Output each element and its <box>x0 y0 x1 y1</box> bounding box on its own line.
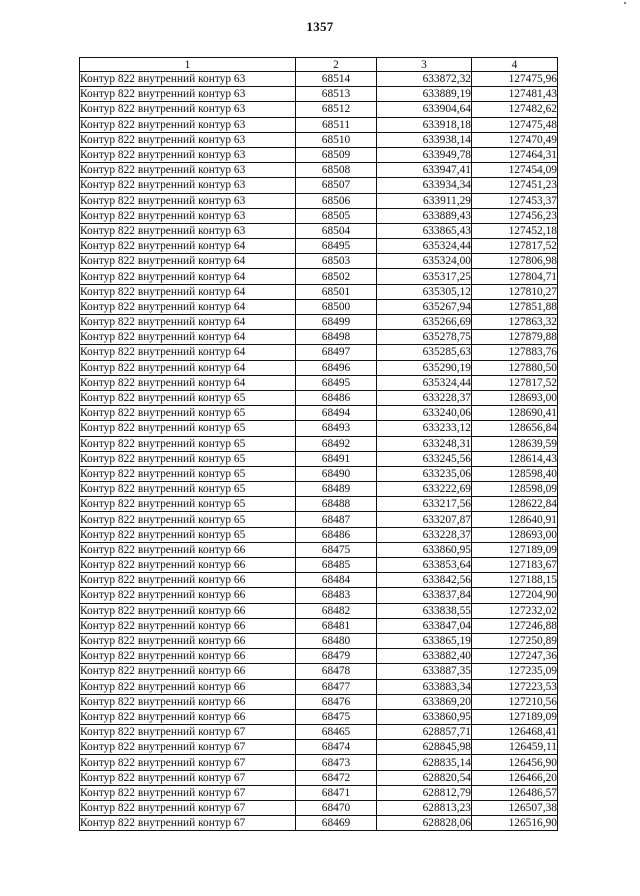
table-row <box>80 208 558 223</box>
point-number-cell: 68490 <box>296 466 377 481</box>
point-number-cell: 68483 <box>296 588 377 603</box>
y-coordinate-cell: 127189,09 <box>472 709 558 724</box>
point-number-cell: 68513 <box>296 87 377 102</box>
y-coordinate-cell: 128598,40 <box>472 466 558 481</box>
x-coordinate-cell: 633938,14 <box>377 132 472 147</box>
point-number-cell: 68471 <box>296 785 377 800</box>
y-coordinate-cell: 127851,88 <box>472 299 558 314</box>
contour-name-cell: Контур 822 внутренний контур 66 <box>80 649 296 664</box>
y-coordinate-cell: 127247,36 <box>472 649 558 664</box>
y-coordinate-cell: 128614,43 <box>472 451 558 466</box>
x-coordinate-cell: 633233,12 <box>377 421 472 436</box>
column-header: 4 <box>472 58 558 72</box>
table-row <box>80 163 558 178</box>
table-row <box>80 360 558 375</box>
point-number-cell: 68512 <box>296 102 377 117</box>
y-coordinate-cell: 128690,41 <box>472 406 558 421</box>
point-number-cell: 68502 <box>296 269 377 284</box>
x-coordinate-cell: 633918,18 <box>377 117 472 132</box>
contour-name-cell: Контур 822 внутренний контур 64 <box>80 345 296 360</box>
y-coordinate-cell: 127810,27 <box>472 284 558 299</box>
contour-name-cell: Контур 822 внутренний контур 67 <box>80 816 296 831</box>
point-number-cell: 68509 <box>296 147 377 162</box>
y-coordinate-cell: 127817,52 <box>472 375 558 390</box>
point-number-cell: 68481 <box>296 618 377 633</box>
y-coordinate-cell: 128598,09 <box>472 482 558 497</box>
contour-name-cell: Контур 822 внутренний контур 66 <box>80 542 296 557</box>
table-row <box>80 102 558 117</box>
x-coordinate-cell: 633934,34 <box>377 178 472 193</box>
table-row <box>80 223 558 238</box>
table-row <box>80 87 558 102</box>
contour-name-cell: Контур 822 внутренний контур 66 <box>80 588 296 603</box>
table-row <box>80 527 558 542</box>
point-number-cell: 68486 <box>296 390 377 405</box>
y-coordinate-cell: 126459,11 <box>472 740 558 755</box>
point-number-cell: 68488 <box>296 497 377 512</box>
contour-name-cell: Контур 822 внутренний контур 67 <box>80 755 296 770</box>
y-coordinate-cell: 126466,20 <box>472 770 558 785</box>
contour-name-cell: Контур 822 внутренний контур 64 <box>80 284 296 299</box>
y-coordinate-cell: 127452,18 <box>472 223 558 238</box>
y-coordinate-cell: 126516,90 <box>472 816 558 831</box>
table-row <box>80 770 558 785</box>
table-row <box>80 147 558 162</box>
contour-name-cell: Контур 822 внутренний контур 63 <box>80 117 296 132</box>
table-row <box>80 497 558 512</box>
point-number-cell: 68499 <box>296 315 377 330</box>
y-coordinate-cell: 127250,89 <box>472 633 558 648</box>
y-coordinate-cell: 127464,31 <box>472 147 558 162</box>
x-coordinate-cell: 633949,78 <box>377 147 472 162</box>
point-number-cell: 68496 <box>296 360 377 375</box>
table-row <box>80 740 558 755</box>
x-coordinate-cell: 628835,14 <box>377 755 472 770</box>
contour-name-cell: Контур 822 внутренний контур 66 <box>80 633 296 648</box>
coordinates-table <box>79 57 558 831</box>
x-coordinate-cell: 633217,56 <box>377 497 472 512</box>
point-number-cell: 68482 <box>296 603 377 618</box>
point-number-cell: 68469 <box>296 816 377 831</box>
x-coordinate-cell: 628820,54 <box>377 770 472 785</box>
y-coordinate-cell: 127204,90 <box>472 588 558 603</box>
table-row <box>80 603 558 618</box>
x-coordinate-cell: 628857,71 <box>377 725 472 740</box>
y-coordinate-cell: 127470,49 <box>472 132 558 147</box>
column-header: 3 <box>377 58 472 72</box>
x-coordinate-cell: 633248,31 <box>377 436 472 451</box>
point-number-cell: 68491 <box>296 451 377 466</box>
y-coordinate-cell: 127210,56 <box>472 694 558 709</box>
contour-name-cell: Контур 822 внутренний контур 63 <box>80 163 296 178</box>
table-row <box>80 542 558 557</box>
x-coordinate-cell: 628812,79 <box>377 785 472 800</box>
table-row <box>80 801 558 816</box>
x-coordinate-cell: 633240,06 <box>377 406 472 421</box>
contour-name-cell: Контур 822 внутренний контур 65 <box>80 527 296 542</box>
x-coordinate-cell: 628845,98 <box>377 740 472 755</box>
y-coordinate-cell: 128693,00 <box>472 527 558 542</box>
table-row <box>80 588 558 603</box>
x-coordinate-cell: 635317,25 <box>377 269 472 284</box>
y-coordinate-cell: 127883,76 <box>472 345 558 360</box>
table-row <box>80 679 558 694</box>
x-coordinate-cell: 635324,44 <box>377 375 472 390</box>
x-coordinate-cell: 633889,19 <box>377 87 472 102</box>
point-number-cell: 68503 <box>296 254 377 269</box>
contour-name-cell: Контур 822 внутренний контур 63 <box>80 102 296 117</box>
y-coordinate-cell: 127188,15 <box>472 573 558 588</box>
y-coordinate-cell: 128640,91 <box>472 512 558 527</box>
contour-name-cell: Контур 822 внутренний контур 67 <box>80 740 296 755</box>
y-coordinate-cell: 127246,88 <box>472 618 558 633</box>
x-coordinate-cell: 633865,43 <box>377 223 472 238</box>
contour-name-cell: Контур 822 внутренний контур 64 <box>80 269 296 284</box>
point-number-cell: 68473 <box>296 755 377 770</box>
contour-name-cell: Контур 822 внутренний контур 65 <box>80 451 296 466</box>
point-number-cell: 68500 <box>296 299 377 314</box>
contour-name-cell: Контур 822 внутренний контур 65 <box>80 390 296 405</box>
point-number-cell: 68497 <box>296 345 377 360</box>
contour-name-cell: Контур 822 внутренний контур 66 <box>80 573 296 588</box>
x-coordinate-cell: 635324,44 <box>377 239 472 254</box>
y-coordinate-cell: 127806,98 <box>472 254 558 269</box>
table-header-row <box>80 58 558 72</box>
table-row <box>80 816 558 831</box>
contour-name-cell: Контур 822 внутренний контур 66 <box>80 618 296 633</box>
point-number-cell: 68475 <box>296 709 377 724</box>
table-row <box>80 649 558 664</box>
x-coordinate-cell: 633838,55 <box>377 603 472 618</box>
contour-name-cell: Контур 822 внутренний контур 66 <box>80 679 296 694</box>
contour-name-cell: Контур 822 внутренний контур 64 <box>80 360 296 375</box>
table-row <box>80 421 558 436</box>
x-coordinate-cell: 633228,37 <box>377 527 472 542</box>
point-number-cell: 68472 <box>296 770 377 785</box>
page-number: 1357 <box>306 19 334 34</box>
y-coordinate-cell: 128639,59 <box>472 436 558 451</box>
y-coordinate-cell: 127456,23 <box>472 208 558 223</box>
table-row <box>80 451 558 466</box>
contour-name-cell: Контур 822 внутренний контур 64 <box>80 375 296 390</box>
y-coordinate-cell: 127451,23 <box>472 178 558 193</box>
point-number-cell: 68495 <box>296 375 377 390</box>
x-coordinate-cell: 633947,41 <box>377 163 472 178</box>
x-coordinate-cell: 633904,64 <box>377 102 472 117</box>
point-number-cell: 68495 <box>296 239 377 254</box>
table-row <box>80 345 558 360</box>
x-coordinate-cell: 633883,34 <box>377 679 472 694</box>
column-header: 1 <box>80 58 296 72</box>
point-number-cell: 68514 <box>296 72 377 87</box>
point-number-cell: 68498 <box>296 330 377 345</box>
table-row <box>80 284 558 299</box>
point-number-cell: 68505 <box>296 208 377 223</box>
contour-name-cell: Контур 822 внутренний контур 66 <box>80 664 296 679</box>
contour-name-cell: Контур 822 внутренний контур 64 <box>80 239 296 254</box>
x-coordinate-cell: 633882,40 <box>377 649 472 664</box>
contour-name-cell: Контур 822 внутренний контур 66 <box>80 558 296 573</box>
x-coordinate-cell: 628828,06 <box>377 816 472 831</box>
point-number-cell: 68492 <box>296 436 377 451</box>
contour-name-cell: Контур 822 внутренний контур 66 <box>80 694 296 709</box>
point-number-cell: 68485 <box>296 558 377 573</box>
contour-name-cell: Контур 822 внутренний контур 63 <box>80 87 296 102</box>
x-coordinate-cell: 635324,00 <box>377 254 472 269</box>
contour-name-cell: Контур 822 внутренний контур 67 <box>80 725 296 740</box>
x-coordinate-cell: 633911,29 <box>377 193 472 208</box>
y-coordinate-cell: 127482,62 <box>472 102 558 117</box>
contour-name-cell: Контур 822 внутренний контур 63 <box>80 193 296 208</box>
contour-name-cell: Контур 822 внутренний контур 66 <box>80 709 296 724</box>
point-number-cell: 68474 <box>296 740 377 755</box>
x-coordinate-cell: 633860,95 <box>377 709 472 724</box>
point-number-cell: 68504 <box>296 223 377 238</box>
x-coordinate-cell: 633235,06 <box>377 466 472 481</box>
table-row <box>80 178 558 193</box>
x-coordinate-cell: 635267,94 <box>377 299 472 314</box>
x-coordinate-cell: 635266,69 <box>377 315 472 330</box>
y-coordinate-cell: 128656,84 <box>472 421 558 436</box>
contour-name-cell: Контур 822 внутренний контур 64 <box>80 330 296 345</box>
table-row <box>80 239 558 254</box>
scan-speck <box>624 2 626 4</box>
x-coordinate-cell: 633889,43 <box>377 208 472 223</box>
contour-name-cell: Контур 822 внутренний контур 63 <box>80 178 296 193</box>
x-coordinate-cell: 635285,63 <box>377 345 472 360</box>
x-coordinate-cell: 633842,56 <box>377 573 472 588</box>
contour-name-cell: Контур 822 внутренний контур 65 <box>80 512 296 527</box>
x-coordinate-cell: 633222,69 <box>377 482 472 497</box>
contour-name-cell: Контур 822 внутренний контур 63 <box>80 132 296 147</box>
y-coordinate-cell: 127804,71 <box>472 269 558 284</box>
x-coordinate-cell: 633872,32 <box>377 72 472 87</box>
x-coordinate-cell: 635278,75 <box>377 330 472 345</box>
contour-name-cell: Контур 822 внутренний контур 64 <box>80 315 296 330</box>
point-number-cell: 68479 <box>296 649 377 664</box>
table-row <box>80 254 558 269</box>
contour-name-cell: Контур 822 внутренний контур 63 <box>80 147 296 162</box>
contour-name-cell: Контур 822 внутренний контур 67 <box>80 770 296 785</box>
table-row <box>80 193 558 208</box>
point-number-cell: 68487 <box>296 512 377 527</box>
table-row <box>80 72 558 87</box>
table-row <box>80 269 558 284</box>
y-coordinate-cell: 126456,90 <box>472 755 558 770</box>
table-row <box>80 375 558 390</box>
table-row <box>80 330 558 345</box>
contour-name-cell: Контур 822 внутренний контур 67 <box>80 801 296 816</box>
table-row <box>80 573 558 588</box>
contour-name-cell: Контур 822 внутренний контур 65 <box>80 406 296 421</box>
y-coordinate-cell: 128622,84 <box>472 497 558 512</box>
table-row <box>80 117 558 132</box>
table-row <box>80 709 558 724</box>
table-row <box>80 466 558 481</box>
point-number-cell: 68511 <box>296 117 377 132</box>
x-coordinate-cell: 633245,56 <box>377 451 472 466</box>
point-number-cell: 68501 <box>296 284 377 299</box>
x-coordinate-cell: 633837,84 <box>377 588 472 603</box>
x-coordinate-cell: 635305,12 <box>377 284 472 299</box>
y-coordinate-cell: 128693,00 <box>472 390 558 405</box>
point-number-cell: 68510 <box>296 132 377 147</box>
contour-name-cell: Контур 822 внутренний контур 65 <box>80 421 296 436</box>
y-coordinate-cell: 127880,50 <box>472 360 558 375</box>
y-coordinate-cell: 127481,43 <box>472 87 558 102</box>
x-coordinate-cell: 633847,04 <box>377 618 472 633</box>
y-coordinate-cell: 127235,09 <box>472 664 558 679</box>
y-coordinate-cell: 126507,38 <box>472 801 558 816</box>
x-coordinate-cell: 633228,37 <box>377 390 472 405</box>
point-number-cell: 68507 <box>296 178 377 193</box>
table-row <box>80 436 558 451</box>
point-number-cell: 68508 <box>296 163 377 178</box>
point-number-cell: 68478 <box>296 664 377 679</box>
table-row <box>80 755 558 770</box>
point-number-cell: 68476 <box>296 694 377 709</box>
y-coordinate-cell: 127223,53 <box>472 679 558 694</box>
contour-name-cell: Контур 822 внутренний контур 65 <box>80 497 296 512</box>
y-coordinate-cell: 127475,48 <box>472 117 558 132</box>
point-number-cell: 68494 <box>296 406 377 421</box>
x-coordinate-cell: 633860,95 <box>377 542 472 557</box>
y-coordinate-cell: 126486,57 <box>472 785 558 800</box>
y-coordinate-cell: 127454,09 <box>472 163 558 178</box>
table-row <box>80 132 558 147</box>
contour-name-cell: Контур 822 внутренний контур 63 <box>80 72 296 87</box>
point-number-cell: 68465 <box>296 725 377 740</box>
contour-name-cell: Контур 822 внутренний контур 65 <box>80 482 296 497</box>
y-coordinate-cell: 127183,67 <box>472 558 558 573</box>
point-number-cell: 68484 <box>296 573 377 588</box>
point-number-cell: 68489 <box>296 482 377 497</box>
y-coordinate-cell: 127475,96 <box>472 72 558 87</box>
y-coordinate-cell: 126468,41 <box>472 725 558 740</box>
table-row <box>80 390 558 405</box>
point-number-cell: 68480 <box>296 633 377 648</box>
y-coordinate-cell: 127232,02 <box>472 603 558 618</box>
table-row <box>80 482 558 497</box>
table-row <box>80 406 558 421</box>
contour-name-cell: Контур 822 внутренний контур 63 <box>80 208 296 223</box>
point-number-cell: 68486 <box>296 527 377 542</box>
table-row <box>80 664 558 679</box>
table-row <box>80 633 558 648</box>
contour-name-cell: Контур 822 внутренний контур 65 <box>80 466 296 481</box>
point-number-cell: 68477 <box>296 679 377 694</box>
table-row <box>80 618 558 633</box>
table-row <box>80 299 558 314</box>
table-body <box>80 72 558 831</box>
x-coordinate-cell: 633853,64 <box>377 558 472 573</box>
x-coordinate-cell: 628813,23 <box>377 801 472 816</box>
contour-name-cell: Контур 822 внутренний контур 65 <box>80 436 296 451</box>
y-coordinate-cell: 127863,32 <box>472 315 558 330</box>
table-row <box>80 558 558 573</box>
column-header: 2 <box>296 58 377 72</box>
x-coordinate-cell: 633865,19 <box>377 633 472 648</box>
contour-name-cell: Контур 822 внутренний контур 64 <box>80 299 296 314</box>
table-row <box>80 785 558 800</box>
y-coordinate-cell: 127879,88 <box>472 330 558 345</box>
x-coordinate-cell: 635290,19 <box>377 360 472 375</box>
point-number-cell: 68475 <box>296 542 377 557</box>
x-coordinate-cell: 633887,35 <box>377 664 472 679</box>
contour-name-cell: Контур 822 внутренний контур 67 <box>80 785 296 800</box>
table-row <box>80 725 558 740</box>
y-coordinate-cell: 127817,52 <box>472 239 558 254</box>
contour-name-cell: Контур 822 внутренний контур 64 <box>80 254 296 269</box>
contour-name-cell: Контур 822 внутренний контур 66 <box>80 603 296 618</box>
point-number-cell: 68470 <box>296 801 377 816</box>
table-row <box>80 315 558 330</box>
y-coordinate-cell: 127453,37 <box>472 193 558 208</box>
x-coordinate-cell: 633207,87 <box>377 512 472 527</box>
contour-name-cell: Контур 822 внутренний контур 63 <box>80 223 296 238</box>
point-number-cell: 68506 <box>296 193 377 208</box>
point-number-cell: 68493 <box>296 421 377 436</box>
table-row <box>80 512 558 527</box>
table-row <box>80 694 558 709</box>
y-coordinate-cell: 127189,09 <box>472 542 558 557</box>
x-coordinate-cell: 633869,20 <box>377 694 472 709</box>
